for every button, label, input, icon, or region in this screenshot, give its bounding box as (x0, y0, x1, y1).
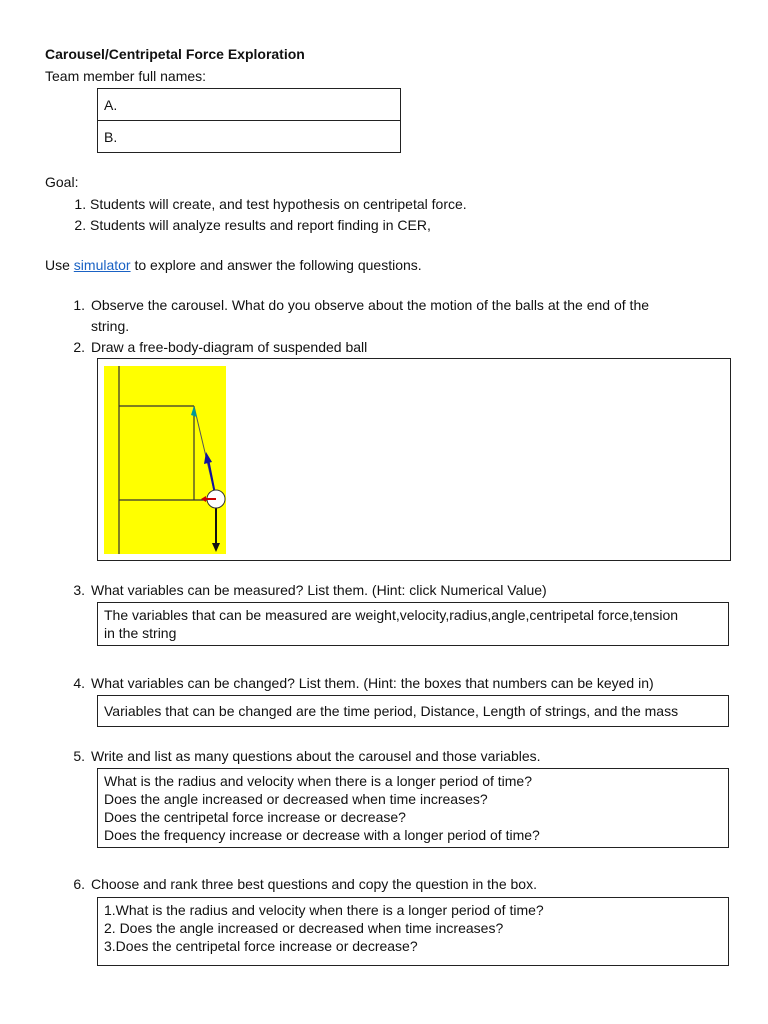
question-number: 6. (73, 876, 85, 892)
question-2 (65, 337, 705, 358)
question-text: Draw a free-body-diagram of suspended ball (91, 339, 368, 355)
goal-list (45, 194, 467, 236)
answer-line: Variables that can be changed are the time period, Distance, Length of strings, and the mass (104, 703, 679, 719)
question-4 (65, 673, 705, 694)
answer-line: Does the angle increased or decreased when time increases? (104, 791, 488, 807)
answer-line: What is the radius and velocity when there is a longer period of time? (104, 773, 533, 789)
question-5 (65, 746, 705, 767)
answer-box-6[interactable] (97, 897, 729, 966)
question-1 (65, 295, 705, 337)
question-text-cont: string. (91, 318, 130, 334)
question-6 (65, 874, 705, 895)
answer-box-3[interactable] (97, 602, 729, 646)
answer-line: 3.Does the centripetal force increase or decrease? (104, 938, 418, 954)
answer-line: Does the centripetal force increase or decrease? (104, 809, 406, 825)
instruction-before: Use (45, 257, 74, 273)
answer-line: 1.What is the radius and velocity when there is a longer period of time? (104, 902, 544, 918)
free-body-diagram-image (98, 359, 728, 558)
question-text: What variables can be measured? List them. (Hint: click Numerical Value) (91, 582, 547, 598)
goal-item: 2. Students will analyze results and report finding in CER, (90, 215, 467, 236)
question-text: Observe the carousel. What do you observe about the motion of the balls at the end of the (91, 297, 650, 313)
team-label: Team member full names: (45, 68, 207, 84)
answer-line: The variables that can be measured are weight,velocity,radius,angle,centripetal force,tension (104, 607, 679, 623)
answer-box-4[interactable] (97, 695, 729, 727)
answer-line: Does the frequency increase or decrease with a longer period of time? (104, 827, 540, 843)
diagram-crop-edge (226, 366, 230, 554)
question-text: Write and list as many questions about the carousel and those variables. (91, 748, 541, 764)
answer-line: 2. Does the angle increased or decreased when time increases? (104, 920, 504, 936)
question-text: Choose and rank three best questions and copy the question in the box. (91, 876, 537, 892)
question-number: 2. (73, 339, 85, 355)
names-table (97, 88, 401, 153)
page-title: Carousel/Centripetal Force Exploration (45, 46, 305, 62)
goal-label: Goal: (45, 174, 79, 190)
instruction-line (45, 257, 422, 273)
free-body-diagram-box[interactable] (97, 358, 731, 561)
question-number: 4. (73, 675, 85, 691)
question-text: What variables can be changed? List them. (Hint: the boxes that numbers can be keyed in) (91, 675, 654, 691)
goal-item: 1. Students will create, and test hypothesis on centripetal force. (90, 194, 467, 215)
instruction-after: to explore and answer the following questions. (130, 257, 422, 273)
question-number: 3. (73, 582, 85, 598)
question-number: 1. (73, 297, 85, 313)
answer-box-5[interactable] (97, 768, 729, 848)
question-3 (65, 580, 705, 601)
name-field-b[interactable]: B. (98, 121, 401, 153)
simulator-link[interactable]: simulator (73, 257, 131, 273)
answer-line: in the string (104, 625, 177, 641)
question-number: 5. (73, 748, 85, 764)
name-field-a[interactable]: A. (98, 89, 401, 121)
